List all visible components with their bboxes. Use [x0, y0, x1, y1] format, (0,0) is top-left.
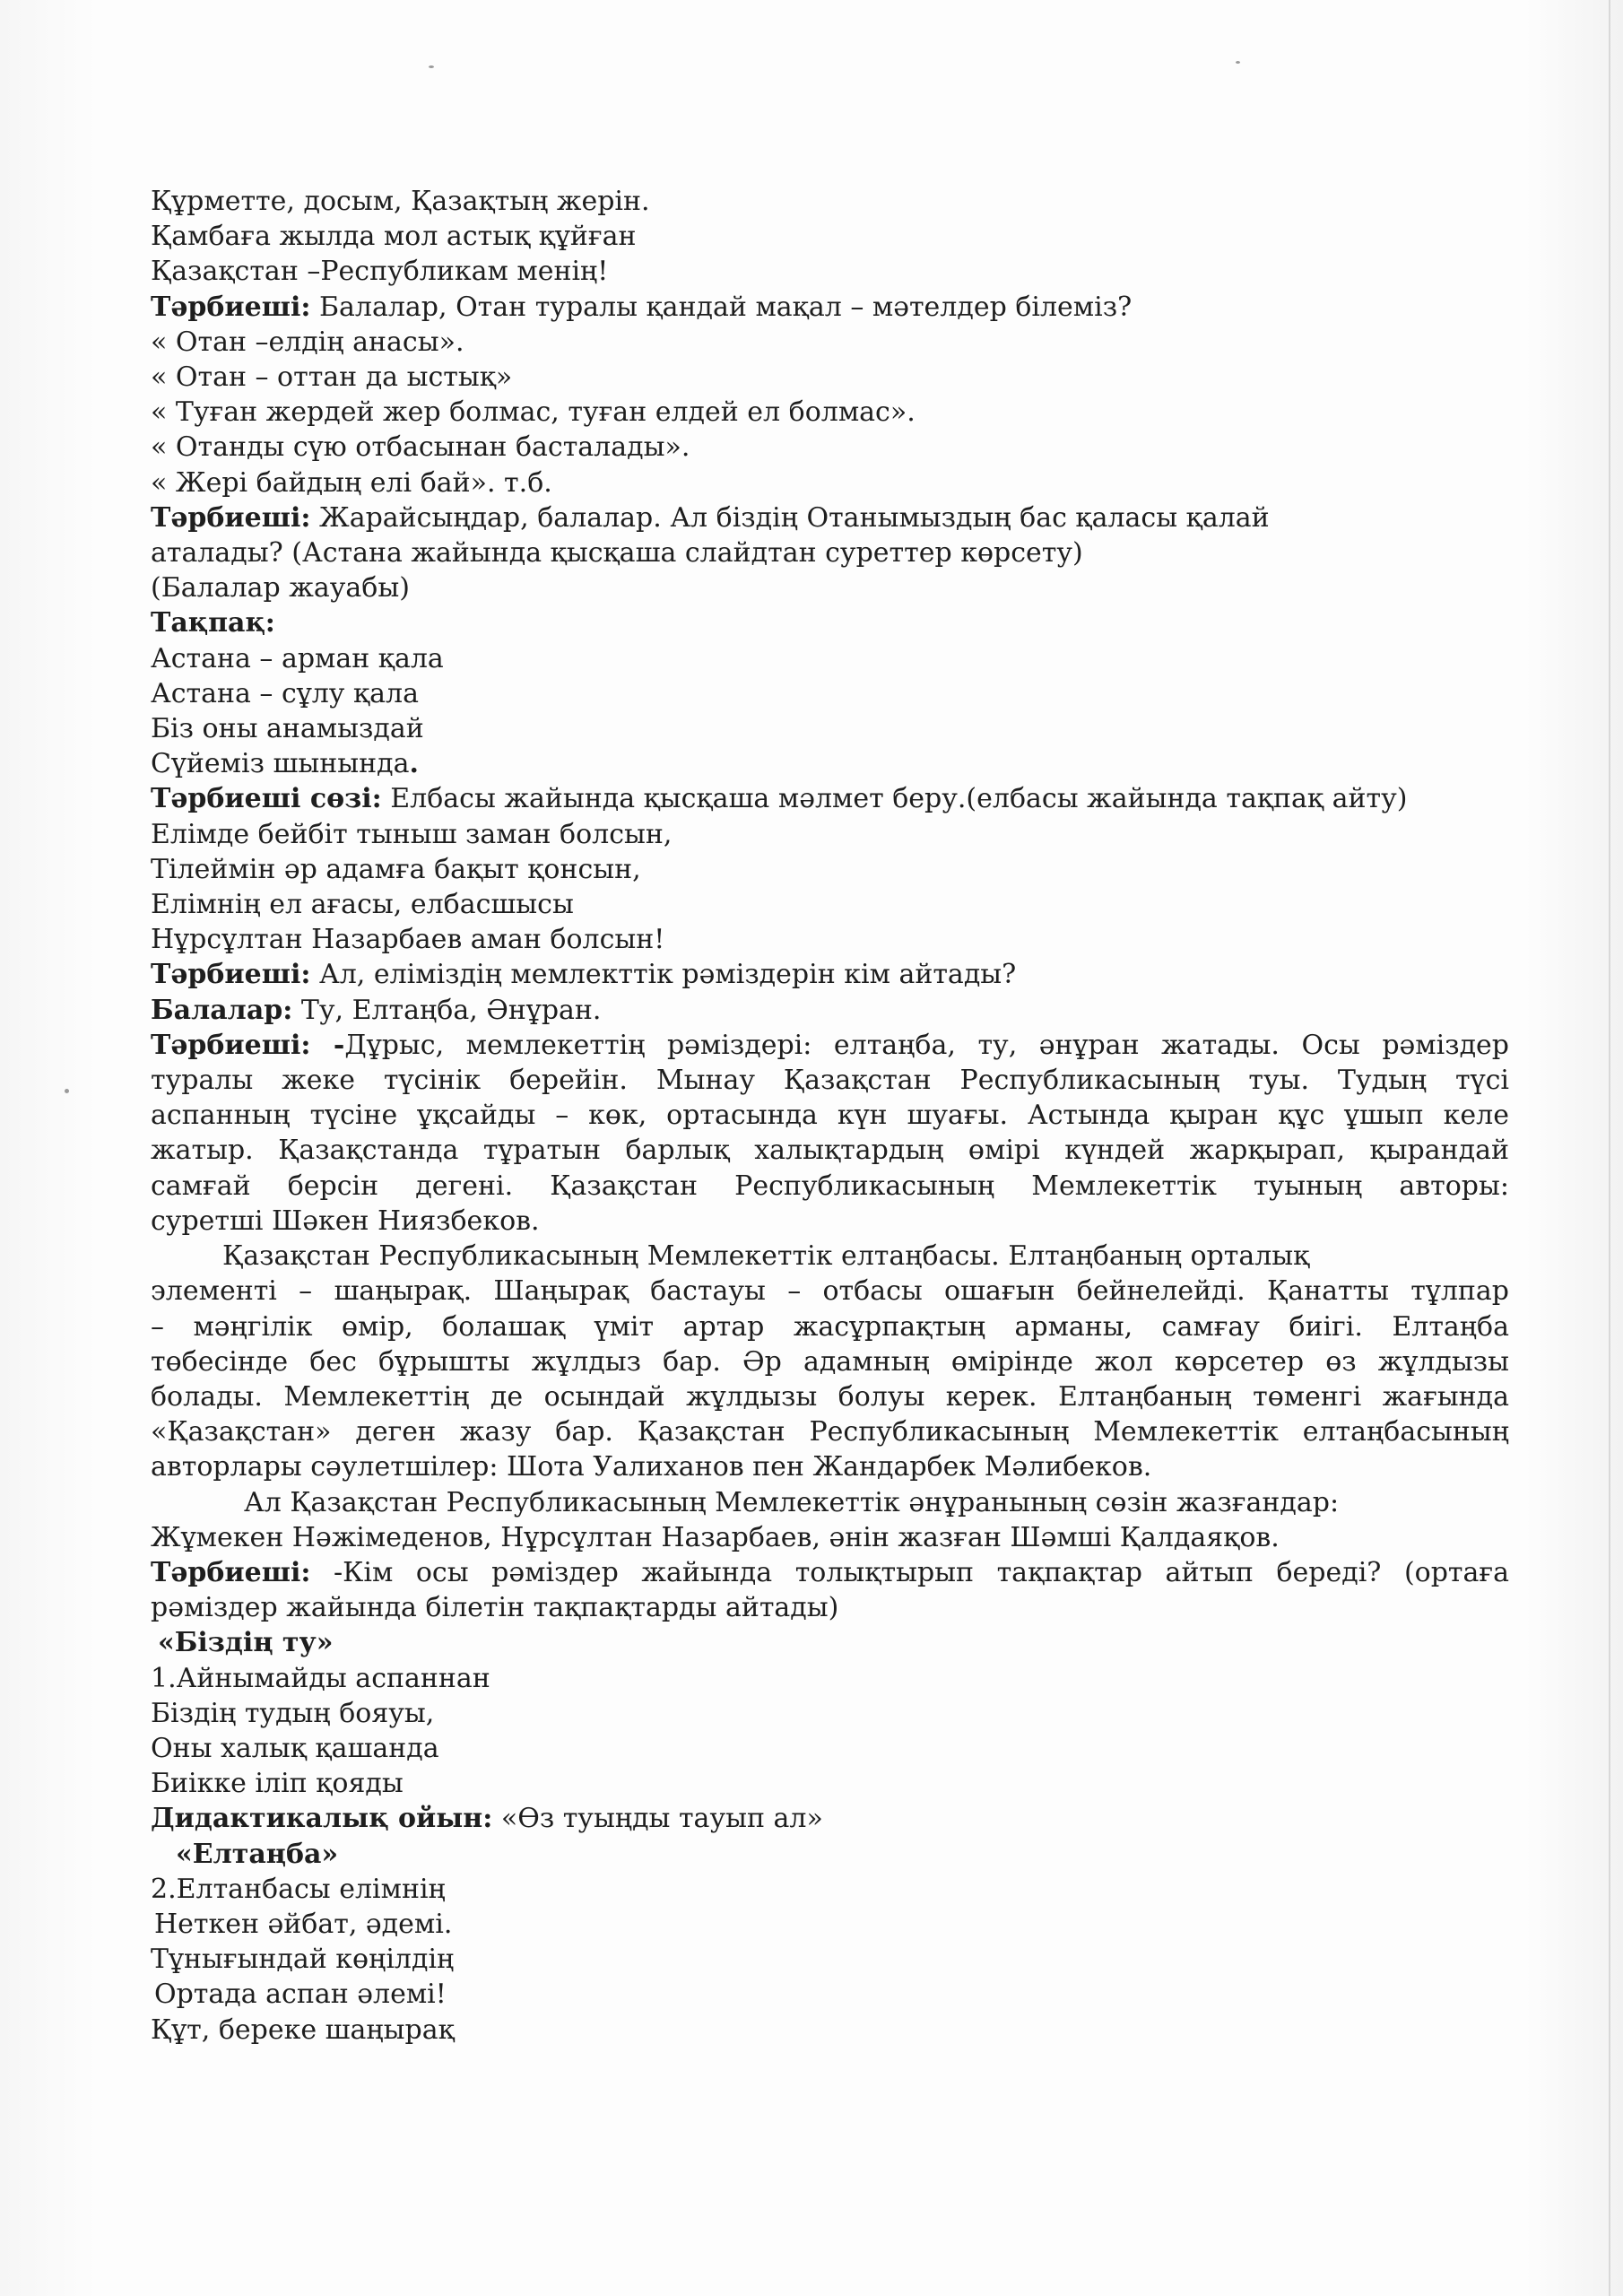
game-label: Дидактикалық ойын: — [151, 1803, 493, 1835]
poem-line: Сүйеміз шынында. — [151, 748, 419, 780]
scan-speck — [65, 1089, 69, 1093]
paragraph-line: рәміздер жайында білетін тақпақтарды айтады) — [151, 1592, 839, 1624]
paragraph-line: самғай берсін дегені. Қазақстан Республикасының Мемлекеттік туының авторы: — [151, 1170, 1509, 1202]
proverb-line: « Туған жердей жер болмас, туған елдей ел болмас». — [151, 396, 916, 429]
page-edge-shadow — [1609, 0, 1610, 2296]
speaker-label: Тәрбиеші сөзі: — [151, 783, 382, 815]
poem-line: Оны халық қашанда — [151, 1732, 439, 1764]
paragraph-line: авторлары сәулетшілер: Шота Уалиханов пен Жандарбек Мәлибеков. — [151, 1451, 1152, 1483]
poem-line: 2.Елтанбасы елімнің — [151, 1873, 446, 1905]
poem-heading: «Елтаңба» — [176, 1838, 339, 1870]
proverb-line: « Отан – оттан да ыстық» — [151, 361, 513, 394]
text-line: аталады? (Астана жайында қысқаша слайдтан суреттер көрсету) — [151, 537, 1083, 570]
speaker-label: Тәрбиеші: — [151, 501, 311, 534]
paragraph-line: туралы жеке түсінік берейін. Мынау Қазақстан Республикасының туы. Тудың түсі — [151, 1065, 1509, 1097]
poem-line: Биікке іліп қояды — [151, 1768, 404, 1800]
poem-line: Құт, береке шаңырақ — [151, 2013, 455, 2046]
poem-line: Елімде бейбіт тыныш заман болсын, — [151, 818, 673, 850]
speaker-label: Тәрбиеші: — [151, 291, 311, 323]
poem-line: Нұрсұлтан Назарбаев аман болсын! — [151, 924, 665, 956]
poem-line: 1.Айнымайды аспаннан — [151, 1662, 490, 1694]
speaker-label: Тәрбиеші: — [151, 959, 311, 991]
scan-speck — [429, 65, 434, 68]
speaker-line: Тәрбиеші: Ал, еліміздің мемлекттік рәміздерін кім айтады? — [151, 959, 1017, 991]
paragraph-line: жатыр. Қазақстанда тұратын барлық халықтардың өмірі күндей жарқырап, қырандай — [151, 1135, 1509, 1167]
paragraph-line: аспанның түсіне ұқсайды – көк, ортасында күн шуағы. Астында қыран құс ұшып келе — [151, 1100, 1509, 1132]
speaker-line: Тәрбиеші сөзі: Елбасы жайында қысқаша мәлмет беру.(елбасы жайында тақпақ айту) — [151, 783, 1408, 815]
scan-speck — [1236, 61, 1240, 64]
speaker-line: Тәрбиеші: -Кім осы рәміздер жайында толықтырып тақпақтар айтып береді? (ортаға — [151, 1556, 1509, 1588]
paragraph-line: Жұмекен Нәжімеденов, Нұрсұлтан Назарбаев, әнін жазған Шәмші Қалдаяқов. — [151, 1521, 1280, 1553]
text-line: Қамбаға жылда мол астық құйған — [151, 221, 637, 253]
speaker-label: Тәрбиеші: - — [151, 1029, 345, 1061]
speaker-line: Тәрбиеші: Балалар, Отан туралы қандай мақал – мәтелдер білеміз? — [151, 291, 1133, 323]
paragraph-line: «Қазақстан» деген жазу бар. Қазақстан Республикасының Мемлекеттік елтаңбасының — [151, 1416, 1509, 1448]
paragraph-line: болады. Мемлекеттің де осындай жұлдызы болуы керек. Елтаңбаның төменгі жағында — [151, 1380, 1509, 1413]
poem-line: Біздің тудың бояуы, — [151, 1697, 435, 1729]
poem-line: Біз оны анамыздай — [151, 713, 424, 745]
speaker-line: Тәрбиеші: Жарайсыңдар, балалар. Ал біздің Отанымыздың бас қаласы қалай — [151, 501, 1270, 534]
text-line: Қазақстан –Республикам менің! — [151, 256, 609, 288]
poem-line: Тілеймін әр адамға бақыт қонсын, — [151, 853, 641, 885]
speaker-label: Тәрбиеші: — [151, 1556, 311, 1588]
paragraph-line: суретші Шәкен Ниязбеков. — [151, 1205, 540, 1237]
paragraph-line: Ал Қазақстан Республикасының Мемлекеттік әнұранының сөзін жазғандар: — [244, 1486, 1340, 1518]
speaker-line: Дидактикалық ойын: «Өз туыңды тауып ал» — [151, 1803, 823, 1835]
speaker-label: Балалар: — [151, 994, 293, 1026]
poem-line: Астана – сұлу қала — [151, 677, 419, 709]
poem-line: Неткен әйбат, әдемі. — [154, 1908, 453, 1940]
text-line: Құрметте, досым, Қазақтың жерін. — [151, 186, 650, 217]
proverb-line: « Отанды сүю отбасынан басталады». — [151, 431, 690, 464]
speaker-line: Тәрбиеші: -Дұрыс, мемлекеттің рәміздері: елтаңба, ту, әнұран жатады. Осы рәміздер — [151, 1029, 1509, 1061]
proverb-line: « Жері байдың елі бай». т.б. — [151, 466, 552, 499]
section-heading: Тақпақ: — [151, 607, 275, 639]
paragraph-line: – мәңгілік өмір, болашақ үміт артар жасұрпақтың арманы, самғау биігі. Елтаңба — [151, 1310, 1509, 1343]
paragraph-line: Қазақстан Республикасының Мемлекеттік елтаңбасы. Елтаңбаның орталық — [222, 1240, 1310, 1273]
paragraph-line: төбесінде бес бұрышты жұлдыз бар. Әр адамның өмірінде жол көрсетер өз жұлдызы — [151, 1345, 1509, 1378]
text-line: (Балалар жауабы) — [151, 572, 410, 604]
poem-line: Ортада аспан әлемі! — [154, 1979, 447, 2011]
poem-line: Астана – арман қала — [151, 642, 444, 674]
proverb-line: « Отан –елдің анасы». — [151, 326, 464, 358]
document-body — [151, 184, 1509, 2048]
poem-heading: «Біздің ту» — [158, 1627, 334, 1659]
poem-line: Тұнығындай көңілдің — [151, 1944, 455, 1976]
poem-line: Елімнің ел ағасы, елбасшысы — [151, 889, 574, 921]
speaker-line: Балалар: Ту, Елтаңба, Әнұран. — [151, 994, 602, 1026]
paragraph-line: элементі – шаңырақ. Шаңырақ бастауы – отбасы ошағын бейнелейді. Қанатты тұлпар — [151, 1275, 1509, 1308]
